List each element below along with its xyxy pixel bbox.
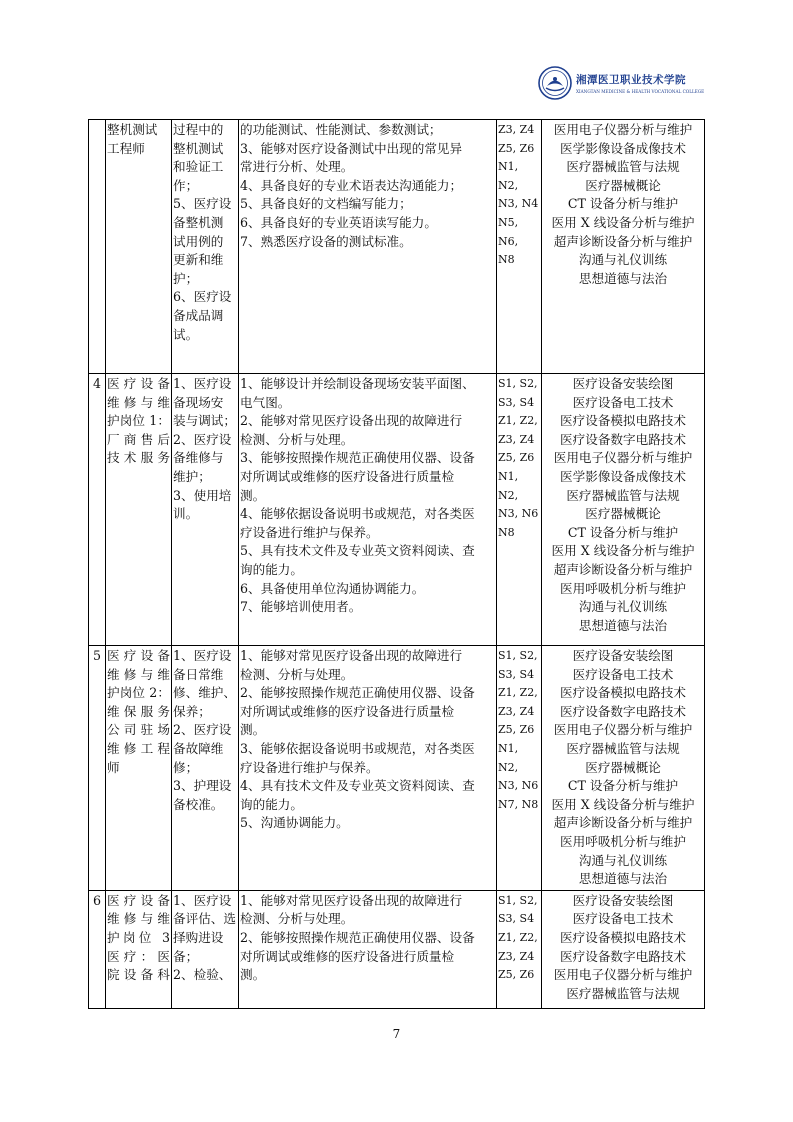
course-line: 医疗设备数字电路技术 — [560, 431, 686, 447]
course-line: 医用 X 线设备分析与维护 — [551, 796, 695, 812]
code-line: N1, N2, — [498, 741, 519, 774]
position-line: 护岗位 2： — [107, 685, 170, 701]
task-cell — [172, 890, 239, 1008]
course-line: 医疗设备电工技术 — [572, 394, 674, 410]
task-line: 护； — [173, 270, 199, 286]
skill-cell — [239, 890, 497, 1008]
skill-line: 对所调试或维修的医疗设备进行质量检 — [240, 948, 455, 964]
task-cell — [172, 374, 239, 646]
position-line: 维修与维 — [107, 911, 170, 927]
college-name: 湘潭医卫职业技术学院 — [576, 74, 686, 86]
skill-line: 询的能力。 — [240, 561, 303, 577]
skill-line: 检测、分析与处理。 — [240, 431, 354, 447]
code-line: S1, S2, — [498, 649, 538, 662]
skill-line: 4、具备良好的专业术语表达沟通能力； — [240, 177, 463, 193]
skill-line: 检测、分析与处理。 — [240, 666, 354, 682]
code-line: N8 — [498, 525, 515, 539]
skill-line: 检测、分析与处理。 — [240, 911, 354, 927]
skill-line: 电气图。 — [240, 394, 291, 410]
course-line: 医疗器械监管与法规 — [566, 159, 680, 175]
position-cell — [106, 374, 172, 646]
code-line: S3, S4 — [498, 395, 535, 409]
code-line: Z1, Z2, — [498, 414, 538, 428]
skill-line: 疗设备进行维护与保养。 — [240, 524, 379, 540]
skill-cell — [239, 120, 497, 374]
course-line: 医疗器械概论 — [585, 759, 661, 775]
course-line: 思想道德与法治 — [578, 617, 668, 633]
course-line: 医用呼吸机分析与维护 — [560, 580, 686, 596]
course-line: CT 设备分析与维护 — [567, 524, 679, 540]
task-line: 备现场安 — [173, 394, 224, 410]
course-line: CT 设备分析与维护 — [567, 196, 679, 212]
code-line: S3, S4 — [498, 667, 535, 681]
position-line: 整机测试 — [107, 122, 158, 137]
skill-line: 1、能够对常见医疗设备出现的故障进行 — [240, 892, 463, 908]
skill-line: 1、能够设计并绘制设备现场安装平面图、 — [240, 376, 475, 391]
skill-line: 4、具有技术文件及专业英文资料阅读、查 — [240, 778, 475, 794]
table-row — [89, 120, 705, 374]
skill-line: 对所调试或维修的医疗设备进行质量检 — [240, 703, 455, 719]
code-line: Z3, Z4 — [498, 123, 535, 136]
course-line: 医疗器械监管与法规 — [566, 487, 680, 503]
skill-line: 2、能够按照操作规范正确使用仪器、设备 — [240, 929, 475, 945]
task-line: 备故障维 — [173, 740, 224, 756]
course-cell — [542, 120, 705, 374]
course-line: 思想道德与法治 — [578, 270, 668, 286]
course-line: 医用电子仪器分析与维护 — [553, 722, 693, 738]
code-line: Z3, Z4 — [498, 432, 535, 446]
position-cell — [106, 646, 172, 891]
position-line: 公司驻场 — [107, 722, 170, 738]
course-cell — [542, 374, 705, 646]
job-position-table — [88, 119, 705, 1009]
college-logo — [538, 66, 705, 100]
code-cell — [497, 120, 542, 374]
code-line: Z1, Z2, — [498, 930, 538, 944]
row-number-cell — [89, 120, 106, 374]
code-line: N7, N8 — [498, 797, 539, 811]
position-cell — [106, 890, 172, 1008]
task-line: 备； — [173, 948, 199, 964]
skill-line: 3、能够按照操作规范正确使用仪器、设备 — [240, 450, 475, 466]
task-line: 3、护理设 — [173, 778, 232, 794]
task-line: 2、检验、 — [173, 967, 232, 983]
course-line: 医用电子仪器分析与维护 — [553, 122, 693, 137]
code-line: N1, N2, — [498, 469, 519, 502]
course-line: 医疗设备模拟电路技术 — [560, 685, 686, 701]
code-line: S1, S2, — [498, 377, 538, 390]
position-line: 医疗设备 — [107, 648, 170, 663]
task-line: 过程中的 — [173, 122, 224, 137]
course-line: 医用电子仪器分析与维护 — [553, 967, 693, 983]
course-line: 医疗设备电工技术 — [572, 911, 674, 927]
task-line: 1、医疗设 — [173, 892, 232, 908]
position-line: 院设备科 — [107, 967, 170, 983]
row-number: 4 — [92, 376, 101, 391]
task-line: 2、医疗设 — [173, 431, 232, 447]
row-number-cell — [89, 890, 106, 1008]
task-line: 择购进设 — [173, 929, 224, 945]
task-line: 5、医疗设 — [173, 196, 232, 212]
code-cell — [497, 890, 542, 1008]
skill-line: 3、能够对医疗设备测试中出现的常见异 — [240, 140, 463, 156]
course-line: 沟通与礼仪训练 — [578, 252, 668, 268]
skill-line: 测。 — [240, 722, 266, 738]
row-number-cell — [89, 646, 106, 891]
task-line: 试用例的 — [173, 233, 224, 249]
task-line: 备日常维 — [173, 666, 224, 682]
course-line: 医疗器械监管与法规 — [566, 985, 680, 1001]
code-line: S3, S4 — [498, 912, 535, 926]
course-line: 医疗设备安装绘图 — [572, 376, 674, 391]
course-line: 医疗设备模拟电路技术 — [560, 929, 686, 945]
skill-line: 疗设备进行维护与保养。 — [240, 759, 379, 775]
code-line: N5, N6, — [498, 215, 519, 248]
task-line: 备评估、选 — [173, 911, 236, 927]
task-line: 维护； — [173, 468, 211, 484]
code-cell — [497, 374, 542, 646]
position-line: 厂商售后 — [107, 431, 170, 447]
task-line: 装与调试； — [173, 413, 236, 429]
position-line: 医疗：医 — [107, 948, 170, 964]
task-line: 作； — [173, 177, 199, 193]
table-row — [89, 374, 705, 646]
position-line: 护岗位 1： — [107, 413, 170, 429]
task-line: 更新和维 — [173, 252, 224, 268]
course-line: 医疗设备数字电路技术 — [560, 948, 686, 964]
course-line: 医疗设备电工技术 — [572, 666, 674, 682]
course-line: 沟通与礼仪训练 — [578, 599, 668, 615]
task-line: 修、维护、 — [173, 685, 236, 701]
code-line: Z5, Z6 — [498, 141, 535, 155]
skill-line: 6、具备良好的专业英语读写能力。 — [240, 214, 437, 230]
task-line: 试。 — [173, 326, 199, 342]
skill-line: 询的能力。 — [240, 796, 303, 812]
task-line: 备校准。 — [173, 796, 224, 812]
skill-line: 6、具备使用单位沟通协调能力。 — [240, 580, 425, 596]
course-line: 医学影像设备成像技术 — [560, 468, 686, 484]
position-line: 技术服务 — [107, 450, 170, 466]
skill-line: 5、沟通协调能力。 — [240, 815, 349, 831]
course-line: 思想道德与法治 — [578, 871, 668, 887]
course-cell — [542, 646, 705, 891]
task-line: 保养； — [173, 703, 211, 719]
course-line: 医学影像设备成像技术 — [560, 140, 686, 156]
code-line: N3, N6 — [498, 507, 539, 521]
skill-line: 常进行分析、处理。 — [240, 159, 354, 175]
code-line: N3, N4 — [498, 197, 539, 211]
skill-line: 3、能够依据设备说明书或规范，对各类医 — [240, 740, 475, 756]
course-cell — [542, 890, 705, 1008]
position-cell — [106, 120, 172, 374]
course-line: 医疗设备安装绘图 — [572, 648, 674, 663]
code-line: Z1, Z2, — [498, 686, 538, 700]
position-line: 师 — [107, 759, 120, 775]
position-line: 护岗位 3 — [107, 929, 170, 945]
college-emblem-icon — [538, 66, 572, 100]
row-number: 5 — [92, 648, 101, 663]
position-line: 医疗设备 — [107, 376, 170, 391]
task-line: 3、使用培 — [173, 487, 232, 503]
skill-cell — [239, 374, 497, 646]
table-row — [89, 890, 705, 1008]
task-line: 6、医疗设 — [173, 289, 232, 305]
course-line: 医用呼吸机分析与维护 — [560, 833, 686, 849]
position-line: 维修与维 — [107, 394, 170, 410]
skill-line: 7、熟悉医疗设备的测试标准。 — [240, 233, 412, 249]
skill-line: 2、能够对常见医疗设备出现的故障进行 — [240, 413, 463, 429]
course-line: 医用 X 线设备分析与维护 — [551, 543, 695, 559]
course-line: 医疗设备模拟电路技术 — [560, 413, 686, 429]
skill-line: 测。 — [240, 487, 266, 503]
position-line: 维保服务 — [107, 703, 170, 719]
course-line: 医疗器械监管与法规 — [566, 740, 680, 756]
task-cell — [172, 646, 239, 891]
task-line: 2、医疗设 — [173, 722, 232, 738]
course-line: 医疗设备数字电路技术 — [560, 703, 686, 719]
skill-line: 5、具有技术文件及专业英文资料阅读、查 — [240, 543, 475, 559]
course-line: 医用 X 线设备分析与维护 — [551, 214, 695, 230]
skill-line: 测。 — [240, 967, 266, 983]
course-line: 医疗器械概论 — [585, 177, 661, 193]
course-line: 沟通与礼仪训练 — [578, 852, 668, 868]
position-line: 医疗设备 — [107, 892, 170, 908]
task-line: 备维修与 — [173, 450, 224, 466]
task-line: 训。 — [173, 506, 199, 522]
skill-line: 4、能够依据设备说明书或规范，对各类医 — [240, 506, 475, 522]
task-line: 整机测试 — [173, 140, 224, 156]
college-name-english: XIANGTAN MEDICINE & HEALTH VOCATIONAL COLLEGE — [576, 89, 705, 94]
course-line: 医疗设备安装绘图 — [572, 892, 674, 908]
task-line: 修； — [173, 759, 199, 775]
code-line: Z3, Z4 — [498, 949, 535, 963]
task-line: 1、医疗设 — [173, 376, 232, 391]
row-number-cell — [89, 374, 106, 646]
code-line: Z3, Z4 — [498, 704, 535, 718]
code-line: N1, N2, — [498, 160, 519, 192]
code-line: Z5, Z6 — [498, 723, 535, 737]
code-line: N8 — [498, 253, 515, 267]
course-line: 医疗器械概论 — [585, 506, 661, 522]
skill-line: 2、能够按照操作规范正确使用仪器、设备 — [240, 685, 475, 701]
skill-cell — [239, 646, 497, 891]
position-line: 维修与维 — [107, 666, 170, 682]
task-line: 1、医疗设 — [173, 648, 232, 663]
skill-line: 的功能测试、性能测试、参数测试； — [240, 122, 442, 137]
task-line: 备成品调 — [173, 307, 224, 323]
task-line: 和验证工 — [173, 159, 224, 175]
course-line: 超声诊断设备分析与维护 — [553, 233, 693, 249]
code-line: S1, S2, — [498, 893, 538, 907]
code-line: N3, N6 — [498, 779, 539, 793]
course-line: 医用电子仪器分析与维护 — [553, 450, 693, 466]
position-line: 维修工程 — [107, 740, 170, 756]
row-number: 6 — [92, 892, 101, 908]
code-line: Z5, Z6 — [498, 968, 535, 982]
task-cell — [172, 120, 239, 374]
skill-line: 7、能够培训使用者。 — [240, 599, 362, 615]
task-line: 备整机测 — [173, 214, 224, 230]
course-line: 超声诊断设备分析与维护 — [553, 561, 693, 577]
course-line: CT 设备分析与维护 — [567, 778, 679, 794]
code-line: Z5, Z6 — [498, 451, 535, 465]
skill-line: 1、能够对常见医疗设备出现的故障进行 — [240, 648, 463, 663]
position-line: 工程师 — [107, 140, 145, 156]
course-line: 超声诊断设备分析与维护 — [553, 815, 693, 831]
skill-line: 5、具备良好的文档编写能力； — [240, 196, 412, 212]
table-row — [89, 646, 705, 891]
skill-line: 对所调试或维修的医疗设备进行质量检 — [240, 468, 455, 484]
page-number: 7 — [392, 1027, 401, 1041]
code-cell — [497, 646, 542, 891]
